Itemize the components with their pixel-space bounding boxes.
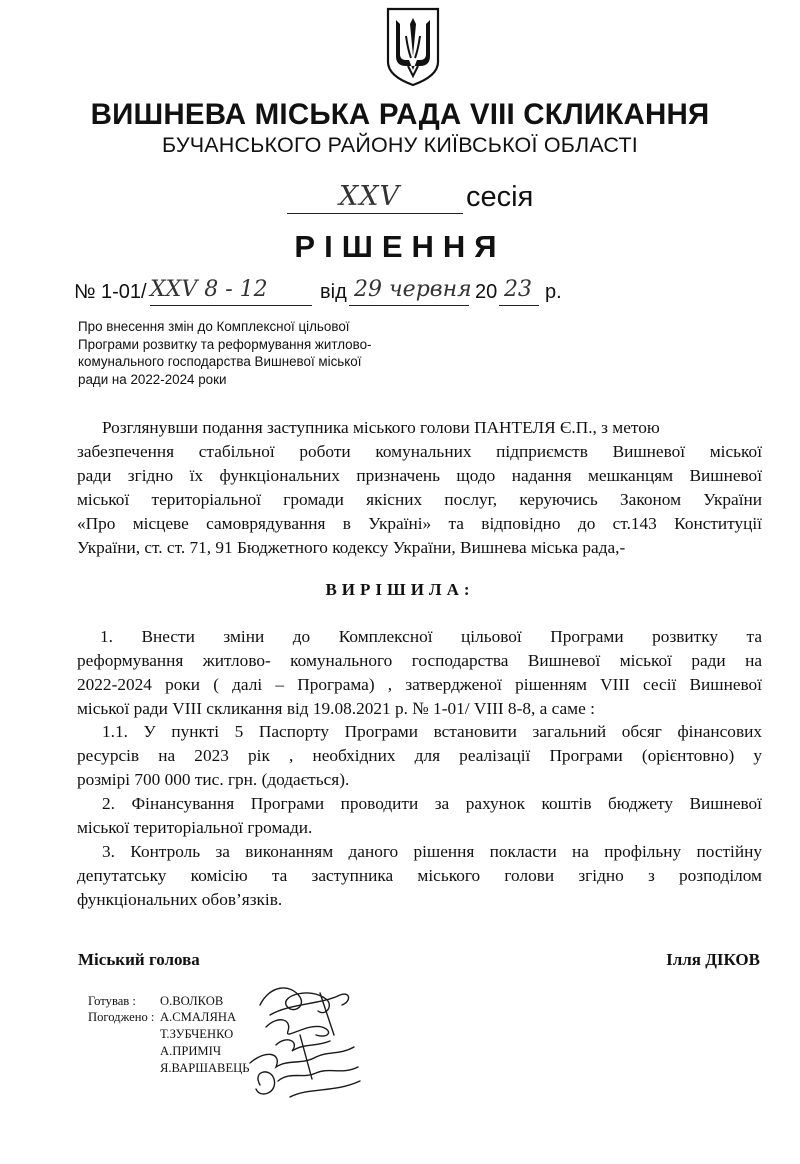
council-title: ВИШНЕВА МІСЬКА РАДА VIII СКЛИКАННЯ [90, 98, 710, 131]
subject-line: Програми розвитку та реформування житлово- [78, 336, 372, 352]
resolution-line: 3. Контроль за виконанням даного рішення покласти на профільну постійну [102, 842, 762, 861]
session-number-handwritten: XXV [339, 181, 400, 212]
resolution-line: міської територіальної громади. [77, 818, 313, 837]
decision-number-line [74, 277, 594, 309]
year-handwritten: 23 [504, 277, 532, 302]
resolution-line: 2. Фінансування Програми проводити за рахунок коштів бюджету Вишневої [102, 794, 762, 813]
preamble-line: України, ст. ст. 71, 91 Бюджетного кодексу України, Вишнева міська рада,- [77, 538, 626, 557]
preamble-line: забезпечення стабільної роботи комунальних підприємств Вишневої міської [77, 442, 762, 461]
date-from-label: від [320, 281, 347, 303]
decision-title: РІШЕННЯ [294, 229, 506, 264]
handwritten-signatures-icon [230, 975, 430, 1135]
subject-line: ради на 2022-2024 роки [78, 371, 227, 387]
prepared-label: Готував : [88, 994, 136, 1008]
mayor-name: Ілля ДІКОВ [666, 950, 760, 969]
session-label: сесія [466, 181, 534, 213]
year-suffix: р. [545, 281, 562, 303]
date-underline [349, 305, 469, 306]
session-blank-line [287, 213, 463, 214]
number-underline [150, 305, 312, 306]
number-prefix: № 1-01/ [74, 281, 147, 303]
agreed-name: Я.ВАРШАВЕЦЬ [160, 1061, 250, 1075]
preamble-line: «Про місцеве самоврядування в Україні» та відповідно до ст.143 Конституції [77, 514, 762, 533]
decision-date-handwritten: 29 червня [354, 277, 472, 302]
agreed-label: Погоджено : [88, 1010, 155, 1024]
year-underline [499, 305, 539, 306]
decision-subject [78, 318, 398, 388]
preamble-line: ради згідно їх функціональних призначень щодо надання мешканцям Вишневої [77, 466, 762, 485]
resolution-line: реформування житлово- комунального господарства Вишневої міської ради на [77, 651, 762, 670]
subject-line: Про внесення змін до Комплексної цільової [78, 319, 350, 334]
resolution-line: функціональних обов’язків. [77, 890, 283, 909]
agreed-name: А.ПРИМІЧ [160, 1044, 222, 1058]
agreed-name: Т.ЗУБЧЕНКО [160, 1027, 234, 1041]
preamble-line: міської територіальної громади якісних послуг, керуючись Законом України [77, 490, 762, 509]
resolution-line: депутатську комісію та заступника міського голови згідно з розподілом [77, 866, 762, 885]
resolution-line: 2022-2024 роки ( далі – Програма) , затвердженої рішенням VIII сесії Вишневої [77, 675, 762, 694]
year-prefix: 20 [475, 281, 498, 303]
preamble-line: Розглянувши подання заступника міського голови ПАНТЕЛЯ Є.П., з метою [102, 418, 660, 437]
tryzub-emblem-icon [384, 6, 442, 88]
decision-number-handwritten: XXV 8 - 12 [150, 277, 268, 302]
resolution-line: розмірі 700 000 тис. грн. (додається). [77, 770, 350, 789]
mayor-label: Міський голова [78, 950, 200, 969]
agreed-name: А.СМАЛЯНА [160, 1010, 237, 1024]
resolution-line: ресурсів на 2023 рік , необхідних для реалізації Програми (орієнтовно) у [77, 746, 762, 765]
resolution-line: міської ради VIII скликання від 19.08.2021 р. № 1-01/ VIII 8-8, а саме : [77, 699, 595, 718]
subject-line: комунального господарства Вишневої міської [78, 354, 362, 369]
session-line [283, 181, 553, 217]
council-subtitle: БУЧАНСЬКОГО РАЙОНУ КИЇВСЬКОЇ ОБЛАСТІ [162, 133, 638, 157]
resolution-line: 1.1. У пункті 5 Паспорту Програми встановити загальний обсяг фінансових [102, 722, 762, 741]
prepared-name: О.ВОЛКОВ [160, 994, 224, 1008]
resolution-line: 1. Внести зміни до Комплексної цільової Програми розвитку та [100, 627, 762, 646]
resolved-heading: ВИРІШИЛА: [325, 580, 475, 599]
